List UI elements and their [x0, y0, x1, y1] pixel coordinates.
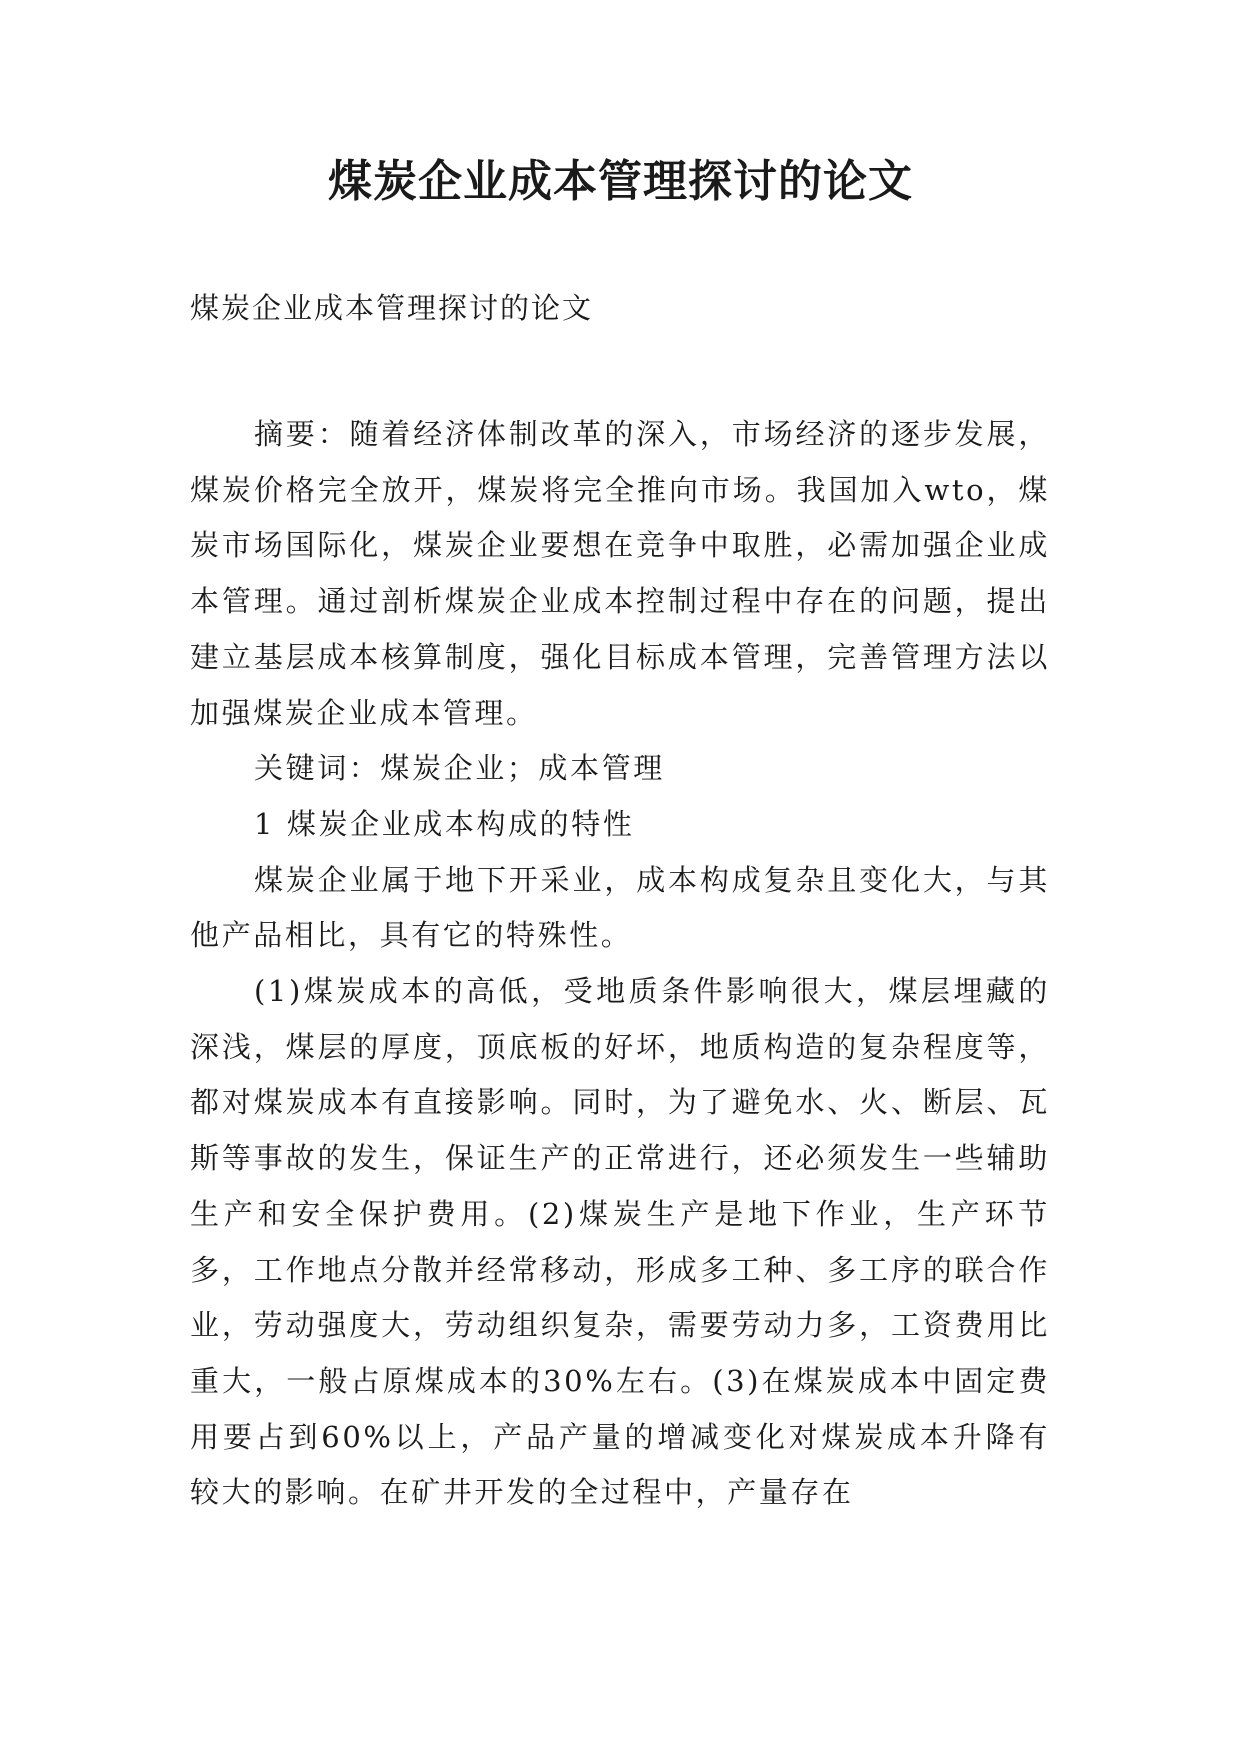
body-paragraph: (1)煤炭成本的高低，受地质条件影响很大，煤层埋藏的深浅，煤层的厚度，顶底板的好坏，地质构造的复杂程度等，都对煤炭成本有直接影响。同时，为了避免水、火、断层、瓦斯等事故的发生，保证生产的正常进行，还必须发生一些辅助生产和安全保护费用。(2)煤炭生产是地下作业，生产环节多，工作地点分散并经常移动，形成多工种、多工序的联合作业，劳动强度大，劳动组织复杂，需要劳动力多，工资费用比重大，一般占原煤成本的30%左右。(3)在煤炭成本中固定费用要占到60%以上，产品产量的增减变化对煤炭成本升降有较大的影响。在矿井开发的全过程中，产量存在 — [190, 974, 1050, 1510]
document-title: 煤炭企业成本管理探讨的论文 — [328, 156, 913, 207]
document-body — [190, 407, 1050, 1521]
section-heading: 1 煤炭企业成本构成的特性 — [254, 806, 635, 841]
keywords-paragraph: 关键词：煤炭企业；成本管理 — [254, 751, 665, 786]
abstract-paragraph: 摘要：随着经济体制改革的深入，市场经济的逐步发展，煤炭价格完全放开，煤炭将完全推向市场。我国加入wto，煤炭市场国际化，煤炭企业要想在竞争中取胜，必需加强企业成本管理。通过剖析煤炭企业成本控制过程中存在的问题，提出建立基层成本核算制度，强化目标成本管理，完善管理方法以加强煤炭企业成本管理。 — [190, 417, 1050, 730]
document-subtitle: 煤炭企业成本管理探讨的论文 — [190, 291, 594, 325]
body-paragraph: 煤炭企业属于地下开采业，成本构成复杂且变化大，与其他产品相比，具有它的特殊性。 — [190, 862, 1050, 953]
